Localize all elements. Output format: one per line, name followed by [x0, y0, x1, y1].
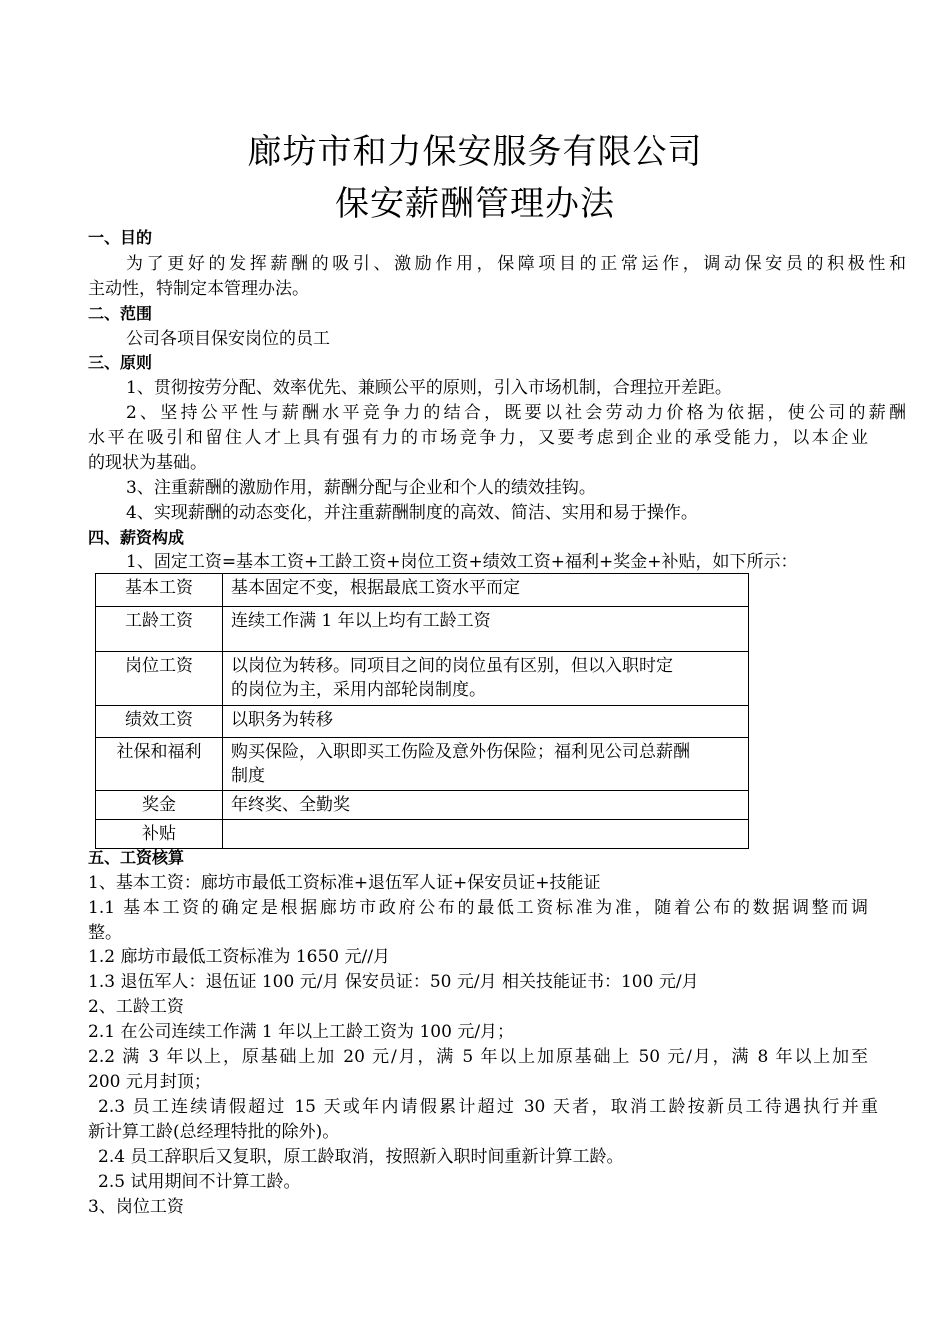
salary-structure-intro: 1、固定工资=基本工资+工龄工资+岗位工资+绩效工资+福利+奖金+补贴，如下所示： — [126, 552, 798, 572]
table-cell-text: 基本固定不变，根据最底工资水平而定 — [231, 578, 520, 598]
principle-item: 2、坚持公平性与薪酬水平竞争力的结合，既要以社会劳动力价格为依据，使公司的薪酬 — [126, 403, 906, 423]
payroll-line: 1.3 退伍军人：退伍证 100 元/月 保安员证：50 元/月 相关技能证书：100 元/月 — [88, 972, 699, 992]
table-cell-value — [223, 820, 749, 849]
table-row — [96, 574, 749, 607]
table-cell-value — [223, 652, 749, 706]
principle-item: 3、注重薪酬的激励作用，薪酬分配与企业和个人的绩效挂钩。 — [126, 478, 596, 498]
table-cell-text: 的岗位为主，采用内部轮岗制度。 — [231, 680, 486, 700]
section-heading-scope: 二、范围 — [88, 304, 153, 323]
table-row — [96, 738, 749, 791]
table-row — [96, 791, 749, 820]
principle-item-continued: 的现状为基础。 — [88, 453, 207, 473]
section-heading-payroll: 五、工资核算 — [88, 848, 185, 867]
payroll-line: 2.1 在公司连续工作满 1 年以上工龄工资为 100 元/月； — [88, 1022, 515, 1042]
purpose-paragraph-line: 主动性，特制定本管理办法。 — [88, 279, 309, 299]
table-cell-text: 制度 — [231, 766, 265, 786]
payroll-line: 1.1 基本工资的确定是根据廊坊市政府公布的最低工资标准为准，随着公布的数据调整而调 — [88, 898, 868, 918]
principle-item-continued: 水平在吸引和留住人才上具有强有力的市场竞争力，又要考虑到企业的承受能力，以本企业 — [88, 428, 868, 448]
document-title: 保安薪酬管理办法 — [335, 184, 615, 224]
section-heading-salary-structure: 四、薪资构成 — [88, 528, 185, 547]
table-cell-value — [223, 574, 749, 607]
payroll-line: 3、岗位工资 — [88, 1197, 184, 1217]
principle-item: 4、实现薪酬的动态变化，并注重薪酬制度的高效、简洁、实用和易于操作。 — [126, 503, 698, 523]
table-cell-key: 绩效工资 — [96, 706, 223, 738]
table-cell-key: 岗位工资 — [96, 652, 223, 706]
payroll-line: 2.3 员工连续请假超过 15 天或年内请假累计超过 30 天者，取消工龄按新员工待遇执行并重 — [98, 1097, 878, 1117]
payroll-line: 1.2 廊坊市最低工资标准为 1650 元//月 — [88, 947, 390, 967]
table-cell-text: 以岗位为转移。同项目之间的岗位虽有区别，但以入职时定 — [231, 656, 673, 676]
table-cell-value — [223, 791, 749, 820]
scope-paragraph: 公司各项目保安岗位的员工 — [126, 329, 330, 349]
payroll-line: 2.5 试用期间不计算工龄。 — [98, 1172, 301, 1192]
company-title: 廊坊市和力保安服务有限公司 — [247, 132, 703, 172]
table-cell-value — [223, 738, 749, 791]
table-cell-text: 购买保险，入职即买工伤险及意外伤保险；福利见公司总薪酬 — [231, 742, 690, 762]
table-cell-key: 基本工资 — [96, 574, 223, 607]
principle-item: 1、贯彻按劳分配、效率优先、兼顾公平的原则，引入市场机制，合理拉开差距。 — [126, 378, 732, 398]
table-cell-key: 工龄工资 — [96, 607, 223, 652]
salary-structure-table — [95, 573, 749, 849]
table-cell-key: 补贴 — [96, 820, 223, 849]
table-row — [96, 652, 749, 706]
table-row — [96, 607, 749, 652]
table-cell-text: 年终奖、全勤奖 — [231, 795, 350, 815]
table-cell-value — [223, 706, 749, 738]
payroll-line: 1、基本工资：廊坊市最低工资标准+退伍军人证+保安员证+技能证 — [88, 873, 601, 893]
payroll-line: 新计算工龄(总经理特批的除外)。 — [88, 1122, 340, 1142]
section-heading-principles: 三、原则 — [88, 353, 153, 372]
purpose-paragraph-line: 为了更好的发挥薪酬的吸引、激励作用，保障项目的正常运作，调动保安员的积极性和 — [126, 254, 906, 274]
section-heading-purpose: 一、目的 — [88, 228, 153, 247]
table-row — [96, 820, 749, 849]
payroll-line: 2.4 员工辞职后又复职，原工龄取消，按照新入职时间重新计算工龄。 — [98, 1147, 624, 1167]
table-cell-key: 奖金 — [96, 791, 223, 820]
table-cell-value — [223, 607, 749, 652]
payroll-line: 2.2 满 3 年以上，原基础上加 20 元/月，满 5 年以上加原基础上 50 元/月，满 8 年以上加至 — [88, 1047, 868, 1067]
table-cell-key: 社保和福利 — [96, 738, 223, 791]
table-row — [96, 706, 749, 738]
payroll-line: 整。 — [88, 923, 122, 943]
table-cell-text: 连续工作满 1 年以上均有工龄工资 — [231, 611, 491, 631]
payroll-line: 2、工龄工资 — [88, 997, 184, 1017]
table-cell-text: 以职务为转移 — [231, 710, 333, 730]
payroll-line: 200 元月封顶； — [88, 1072, 211, 1092]
